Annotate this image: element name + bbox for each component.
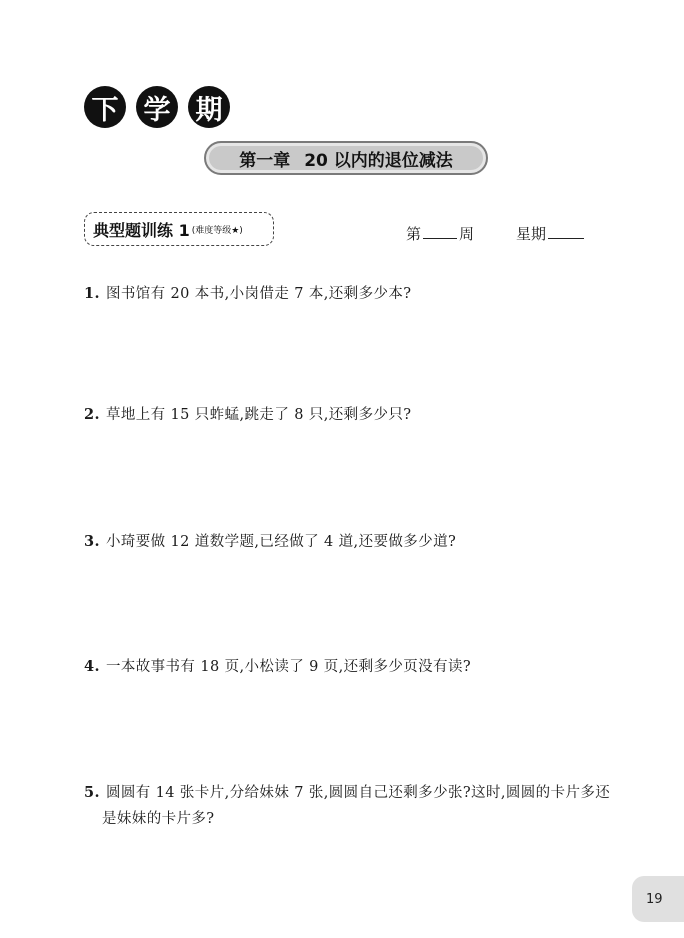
problem-3	[84, 529, 624, 555]
semester-char: 下	[84, 86, 126, 128]
problem-text: 一本故事书有 18 页,小松读了 9 页,还剩多少页没有读?	[105, 659, 472, 675]
semester-char: 学	[136, 86, 178, 128]
chapter-title: 20 以内的退位减法	[304, 150, 453, 171]
problem-number: 2.	[84, 406, 100, 423]
schedule-fields	[406, 220, 584, 244]
problem-text: 草地上有 15 只蚱蜢,跳走了 8 只,还剩多少只?	[105, 407, 412, 423]
chapter-number: 第一章	[239, 150, 291, 171]
problem-number: 3.	[84, 533, 100, 550]
problem-number: 5.	[84, 784, 100, 801]
problem-text: 小琦要做 12 道数学题,已经做了 4 道,还要做多少道?	[105, 534, 457, 550]
weekday-blank[interactable]	[548, 220, 584, 239]
week-blank[interactable]	[423, 220, 457, 239]
problem-text: 图书馆有 20 本书,小岗借走 7 本,还剩多少本?	[105, 286, 412, 302]
problem-text-continued: 是妹妹的卡片多?	[102, 811, 215, 827]
chapter-banner	[204, 141, 488, 175]
problem-number: 1.	[84, 285, 100, 302]
semester-char: 期	[188, 86, 230, 128]
problem-5	[84, 780, 624, 832]
problem-number: 4.	[84, 658, 100, 675]
training-title: 典型题训练 1	[93, 220, 190, 240]
problem-4	[84, 654, 624, 680]
week-prefix: 第	[406, 225, 422, 243]
week-suffix: 周	[459, 225, 475, 243]
semester-heading	[84, 86, 230, 128]
weekday-label: 星期	[516, 225, 547, 243]
page-number: 19	[632, 876, 684, 922]
problem-1	[84, 281, 624, 307]
training-label	[84, 212, 274, 246]
difficulty-label: (难度等级★)	[191, 225, 243, 236]
problem-2	[84, 402, 624, 428]
problem-text: 圆圆有 14 张卡片,分给妹妹 7 张,圆圆自己还剩多少张?这时,圆圆的卡片多还	[105, 785, 611, 801]
